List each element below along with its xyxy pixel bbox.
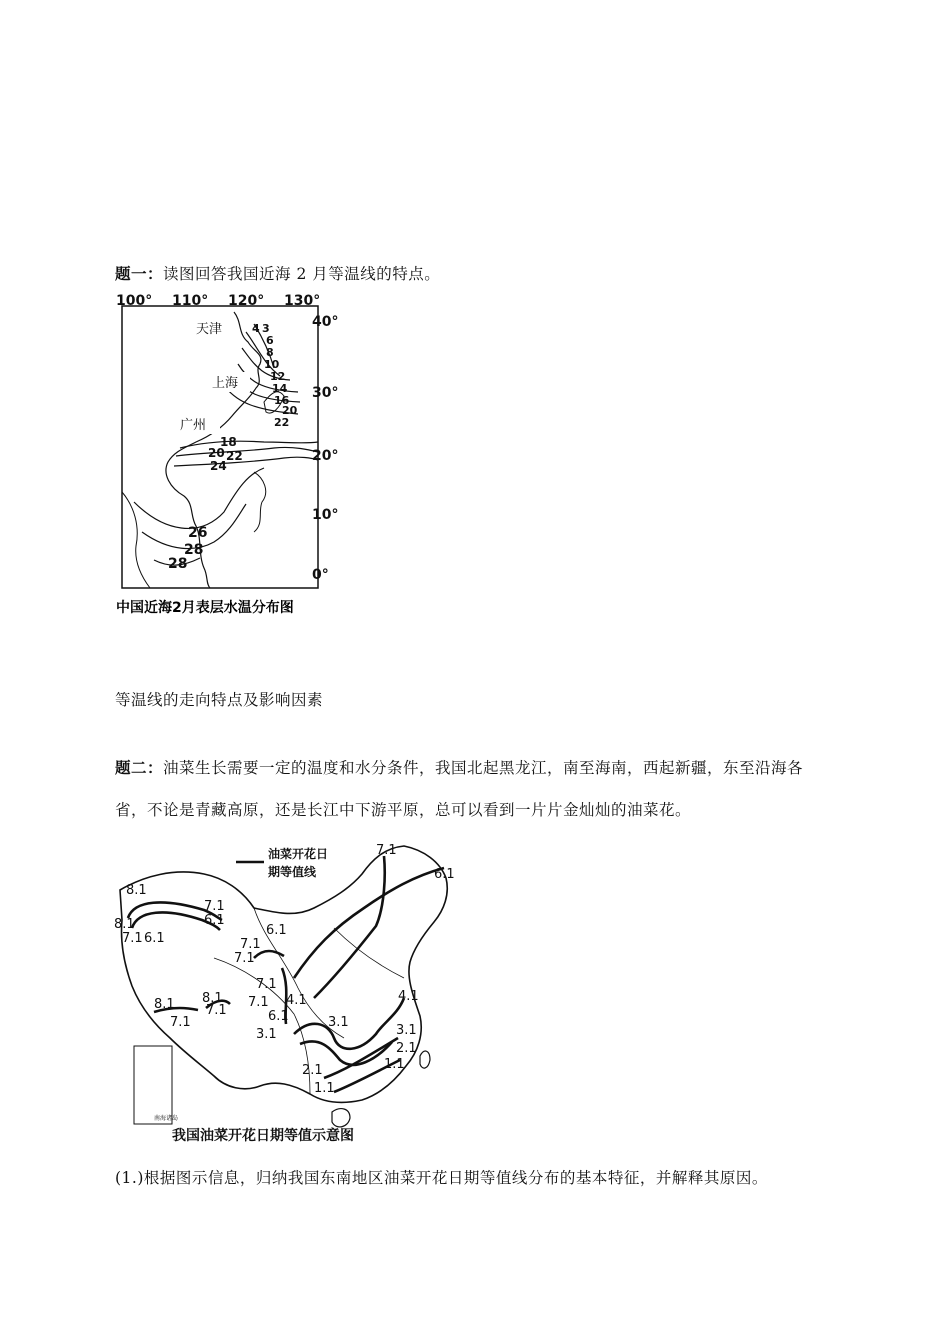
q2-text-line1: 油菜生长需要一定的温度和水分条件，我国北起黑龙江，南至海南，西起新疆，东至沿海各: [163, 759, 804, 777]
date-label: 7.1: [256, 977, 277, 992]
date-label: 7.1: [376, 843, 397, 858]
q1-text: 读图回答我国近海 2 月等温线的特点。: [163, 265, 441, 283]
date-label: 7.1: [240, 937, 261, 952]
q1-figure-caption: 中国近海2月表层水温分布图: [116, 600, 294, 616]
isoline: [254, 951, 284, 958]
lat-tick-10: 10°: [312, 507, 339, 523]
date-label: 8.1: [154, 997, 175, 1012]
date-label: 7.1: [204, 899, 225, 914]
isotherm: [134, 468, 264, 528]
legend-line1: 油菜开花日: [268, 847, 329, 861]
isoline: [300, 1041, 392, 1064]
peninsula-coast: [122, 492, 150, 588]
isotherm-label: 12: [270, 370, 286, 383]
date-label: 7.1: [122, 931, 143, 946]
lon-tick-130: 130°: [284, 293, 321, 309]
lon-tick-120: 120°: [228, 293, 265, 309]
date-label: 4.1: [398, 989, 419, 1004]
q2-sub1: (1.)根据图示信息，归纳我国东南地区油菜开花日期等值线分布的基本特征，并解释其原因。: [115, 1169, 768, 1187]
q2-figure-caption: 我国油菜开花日期等值示意图: [172, 1128, 354, 1144]
isotherm-label: 22: [274, 416, 290, 429]
philippines-outline: [254, 472, 266, 532]
date-label: 2.1: [396, 1041, 417, 1056]
date-label: 1.1: [314, 1081, 335, 1096]
date-label: 3.1: [256, 1027, 277, 1042]
isotherm-label: 10: [264, 358, 280, 371]
legend-line2: 期等值线: [268, 865, 317, 879]
isotherm-label: 8: [266, 346, 274, 359]
date-label: 2.1: [302, 1063, 323, 1078]
date-label: 6.1: [144, 931, 165, 946]
date-label: 7.1: [170, 1015, 191, 1030]
date-label: 1.1: [384, 1057, 405, 1072]
city-guangzhou: 广州: [180, 418, 207, 433]
q1-label: 题一：: [115, 264, 164, 283]
isotherm-label: 4: [252, 322, 260, 335]
isotherm: [176, 447, 318, 456]
isotherm-label: 20: [282, 404, 298, 417]
date-label: 3.1: [396, 1023, 417, 1038]
city-shanghai: 上海: [212, 376, 239, 391]
lon-tick-100: 100°: [116, 293, 153, 309]
date-label: 6.1: [204, 913, 225, 928]
q2-line1: [115, 756, 803, 778]
isotherm-label: 14: [272, 382, 288, 395]
date-label: 7.1: [234, 951, 255, 966]
south-sea-inset: [134, 1046, 172, 1124]
date-label: 8.1: [126, 883, 147, 898]
isotherm-label: 16: [274, 394, 290, 407]
isotherm-label: 24: [210, 459, 227, 473]
isotherm-label: 28: [184, 542, 204, 558]
lat-tick-40: 40°: [312, 314, 339, 330]
date-label: 6.1: [434, 867, 455, 882]
isotherm-label: 26: [188, 525, 208, 541]
date-label: 4.1: [286, 993, 307, 1008]
date-label: 7.1: [248, 995, 269, 1010]
q1-line: [115, 262, 440, 284]
date-label: 8.1: [114, 917, 135, 932]
lat-tick-30: 30°: [312, 385, 339, 401]
rapeseed-bloom-map: [114, 838, 464, 1148]
q2-label: 题二：: [115, 758, 164, 777]
date-label: 7.1: [206, 1003, 227, 1018]
isoline: [314, 856, 385, 998]
answer-heading: 等温线的走向特点及影响因素: [115, 691, 324, 709]
city-tianjin: 天津: [196, 322, 223, 337]
isotherm-label: 6: [266, 334, 274, 347]
date-label: 6.1: [268, 1009, 289, 1024]
isotherm-label: 20: [208, 446, 225, 460]
isotherm-label: 18: [220, 435, 237, 449]
lat-tick-20: 20°: [312, 448, 339, 464]
taiwan-outline: [420, 1051, 430, 1068]
isotherm: [174, 457, 318, 466]
sea-temperature-map: [114, 292, 340, 622]
isotherm-label: 3: [262, 322, 270, 335]
q2-text-line2: 省，不论是青藏高原，还是长江中下游平原，总可以看到一片片金灿灿的油菜花。: [115, 801, 692, 819]
date-label: 6.1: [266, 923, 287, 938]
date-label: 3.1: [328, 1015, 349, 1030]
isotherm-label: 28: [168, 556, 188, 572]
lon-tick-110: 110°: [172, 293, 209, 309]
isotherm: [180, 441, 318, 448]
inset-label: 南海诸岛: [154, 1115, 179, 1122]
isoline: [294, 868, 444, 978]
date-label: 8.1: [202, 991, 223, 1006]
isotherm-label: 22: [226, 449, 243, 463]
lat-tick-0: 0°: [312, 567, 329, 583]
